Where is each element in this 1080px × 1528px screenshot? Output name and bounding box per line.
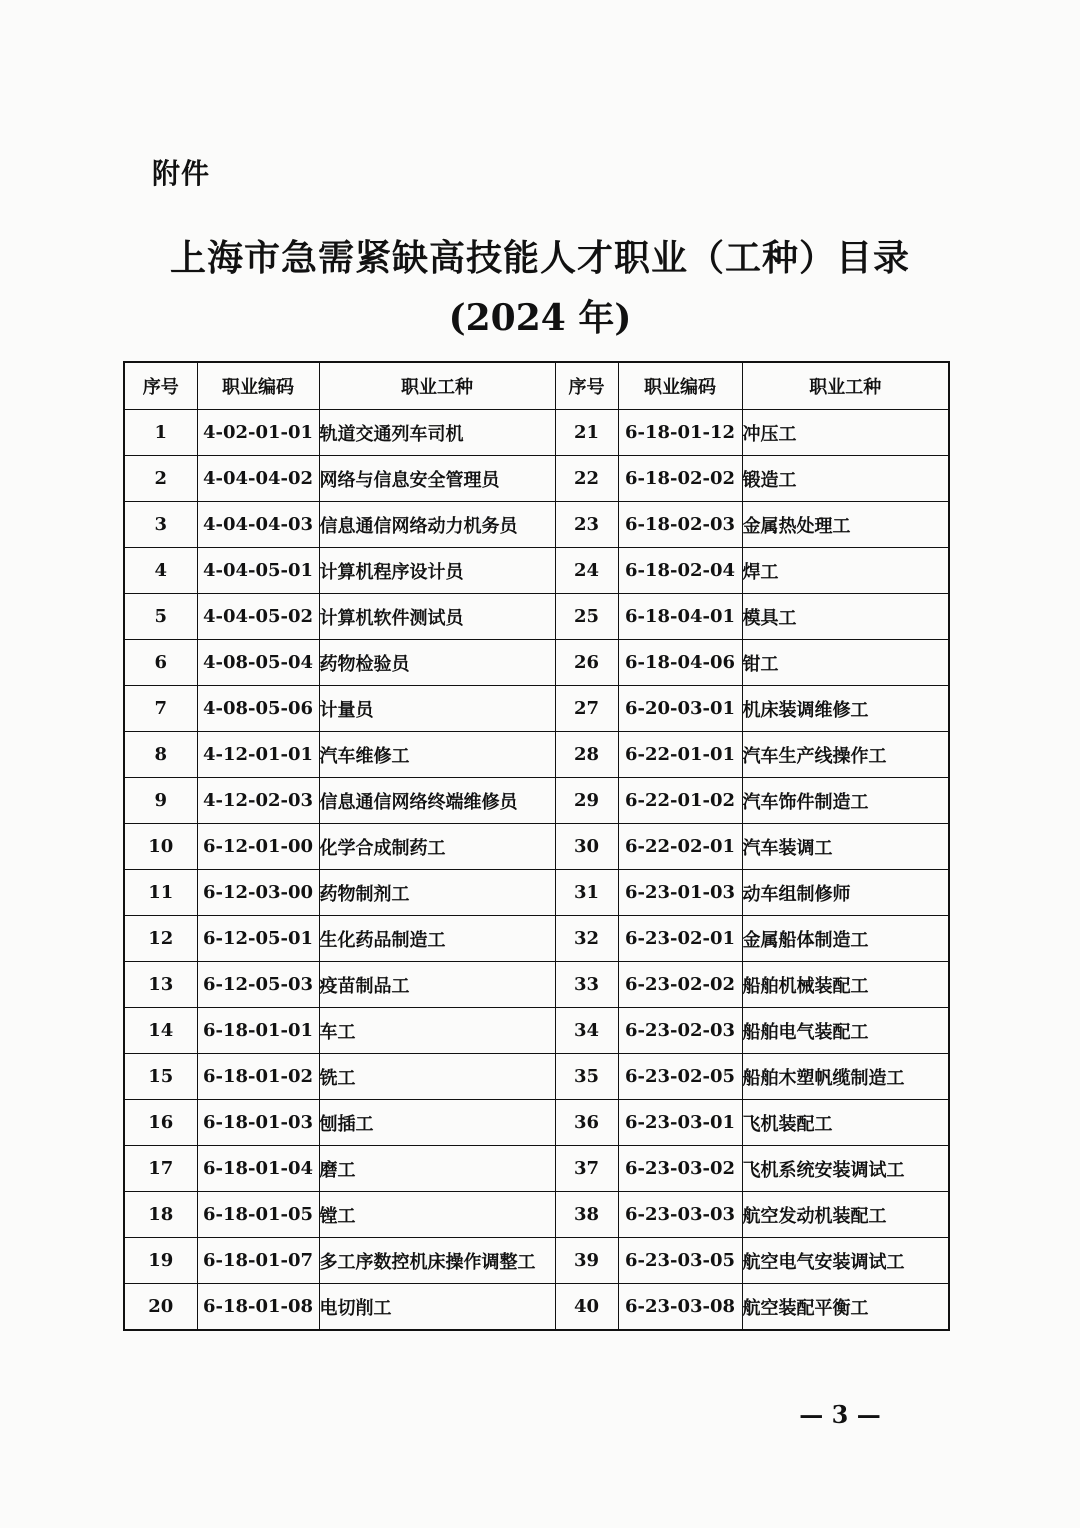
occupation-name-cell: 化学合成制药工 — [319, 824, 555, 870]
occupation-name-cell: 信息通信网络终端维修员 — [319, 778, 555, 824]
table-row — [124, 778, 949, 824]
serial-number-cell: 15 — [124, 1054, 197, 1100]
table-row — [124, 916, 949, 962]
occupation-code-cell: 6-20-03-01 — [618, 686, 742, 732]
serial-number-cell: 16 — [124, 1100, 197, 1146]
occupation-code-cell: 4-04-04-02 — [197, 456, 319, 502]
serial-number-cell: 18 — [124, 1192, 197, 1238]
table-row — [124, 1192, 949, 1238]
table-row — [124, 640, 949, 686]
header-occupation-left: 职业工种 — [319, 362, 555, 410]
occupation-name-cell: 汽车生产线操作工 — [742, 732, 949, 778]
occupation-code-cell: 6-18-01-01 — [197, 1008, 319, 1054]
serial-number-cell: 21 — [555, 410, 618, 456]
occupation-code-cell: 4-08-05-04 — [197, 640, 319, 686]
occupation-code-cell: 6-23-02-01 — [618, 916, 742, 962]
table-body — [124, 410, 949, 1331]
serial-number-cell: 33 — [555, 962, 618, 1008]
occupation-code-cell: 4-12-02-03 — [197, 778, 319, 824]
occupation-code-cell: 6-23-03-03 — [618, 1192, 742, 1238]
occupation-code-cell: 6-22-02-01 — [618, 824, 742, 870]
occupation-table — [123, 361, 950, 1331]
serial-number-cell: 13 — [124, 962, 197, 1008]
occupation-code-cell: 4-04-04-03 — [197, 502, 319, 548]
table-row — [124, 594, 949, 640]
occupation-name-cell: 冲压工 — [742, 410, 949, 456]
occupation-name-cell: 船舶电气装配工 — [742, 1008, 949, 1054]
serial-number-cell: 30 — [555, 824, 618, 870]
table-header-row — [124, 362, 949, 410]
serial-number-cell: 31 — [555, 870, 618, 916]
occupation-name-cell: 轨道交通列车司机 — [319, 410, 555, 456]
serial-number-cell: 24 — [555, 548, 618, 594]
occupation-name-cell: 金属船体制造工 — [742, 916, 949, 962]
header-occupation-right: 职业工种 — [742, 362, 949, 410]
serial-number-cell: 37 — [555, 1146, 618, 1192]
occupation-code-cell: 6-23-02-02 — [618, 962, 742, 1008]
table-row — [124, 548, 949, 594]
serial-number-cell: 7 — [124, 686, 197, 732]
occupation-name-cell: 计算机程序设计员 — [319, 548, 555, 594]
table-row — [124, 1100, 949, 1146]
serial-number-cell: 38 — [555, 1192, 618, 1238]
serial-number-cell: 25 — [555, 594, 618, 640]
occupation-name-cell: 船舶机械装配工 — [742, 962, 949, 1008]
occupation-name-cell: 药物检验员 — [319, 640, 555, 686]
serial-number-cell: 4 — [124, 548, 197, 594]
serial-number-cell: 35 — [555, 1054, 618, 1100]
serial-number-cell: 36 — [555, 1100, 618, 1146]
occupation-name-cell: 信息通信网络动力机务员 — [319, 502, 555, 548]
occupation-code-cell: 6-22-01-01 — [618, 732, 742, 778]
serial-number-cell: 34 — [555, 1008, 618, 1054]
table-row — [124, 410, 949, 456]
serial-number-cell: 1 — [124, 410, 197, 456]
table-row — [124, 962, 949, 1008]
table-row — [124, 824, 949, 870]
occupation-name-cell: 钳工 — [742, 640, 949, 686]
occupation-code-cell: 4-02-01-01 — [197, 410, 319, 456]
table-row — [124, 1054, 949, 1100]
page-number: — 3 — — [799, 1400, 881, 1429]
header-serial-right: 序号 — [555, 362, 618, 410]
occupation-name-cell: 汽车维修工 — [319, 732, 555, 778]
serial-number-cell: 10 — [124, 824, 197, 870]
serial-number-cell: 5 — [124, 594, 197, 640]
occupation-code-cell: 6-12-05-01 — [197, 916, 319, 962]
occupation-code-cell: 6-23-03-05 — [618, 1238, 742, 1284]
table-row — [124, 1008, 949, 1054]
serial-number-cell: 23 — [555, 502, 618, 548]
serial-number-cell: 14 — [124, 1008, 197, 1054]
serial-number-cell: 8 — [124, 732, 197, 778]
serial-number-cell: 19 — [124, 1238, 197, 1284]
table-row — [124, 1238, 949, 1284]
occupation-name-cell: 车工 — [319, 1008, 555, 1054]
occupation-code-cell: 6-18-04-06 — [618, 640, 742, 686]
occupation-name-cell: 航空电气安装调试工 — [742, 1238, 949, 1284]
serial-number-cell: 20 — [124, 1284, 197, 1331]
occupation-name-cell: 航空发动机装配工 — [742, 1192, 949, 1238]
occupation-name-cell: 疫苗制品工 — [319, 962, 555, 1008]
serial-number-cell: 11 — [124, 870, 197, 916]
occupation-code-cell: 4-08-05-06 — [197, 686, 319, 732]
occupation-code-cell: 6-18-01-03 — [197, 1100, 319, 1146]
occupation-name-cell: 镗工 — [319, 1192, 555, 1238]
occupation-name-cell: 计量员 — [319, 686, 555, 732]
occupation-name-cell: 锻造工 — [742, 456, 949, 502]
occupation-code-cell: 6-18-01-07 — [197, 1238, 319, 1284]
occupation-code-cell: 6-18-01-12 — [618, 410, 742, 456]
occupation-name-cell: 铣工 — [319, 1054, 555, 1100]
occupation-code-cell: 6-18-02-03 — [618, 502, 742, 548]
occupation-name-cell: 机床装调维修工 — [742, 686, 949, 732]
occupation-code-cell: 6-18-02-04 — [618, 548, 742, 594]
occupation-name-cell: 飞机装配工 — [742, 1100, 949, 1146]
occupation-name-cell: 飞机系统安装调试工 — [742, 1146, 949, 1192]
serial-number-cell: 32 — [555, 916, 618, 962]
occupation-code-cell: 6-23-03-01 — [618, 1100, 742, 1146]
occupation-name-cell: 航空装配平衡工 — [742, 1284, 949, 1331]
occupation-name-cell: 汽车饰件制造工 — [742, 778, 949, 824]
occupation-name-cell: 金属热处理工 — [742, 502, 949, 548]
occupation-code-cell: 6-23-02-05 — [618, 1054, 742, 1100]
serial-number-cell: 26 — [555, 640, 618, 686]
document-title: 上海市急需紧缺高技能人才职业（工种）目录 — [169, 238, 910, 279]
attachment-label: 附件 — [152, 157, 211, 190]
serial-number-cell: 3 — [124, 502, 197, 548]
occupation-code-cell: 6-18-04-01 — [618, 594, 742, 640]
occupation-name-cell: 计算机软件测试员 — [319, 594, 555, 640]
occupation-code-cell: 4-04-05-01 — [197, 548, 319, 594]
serial-number-cell: 22 — [555, 456, 618, 502]
table-row — [124, 732, 949, 778]
occupation-name-cell: 药物制剂工 — [319, 870, 555, 916]
occupation-code-cell: 6-23-03-02 — [618, 1146, 742, 1192]
occupation-name-cell: 电切削工 — [319, 1284, 555, 1331]
serial-number-cell: 39 — [555, 1238, 618, 1284]
serial-number-cell: 29 — [555, 778, 618, 824]
document-subtitle: (2024 年) — [448, 297, 632, 339]
occupation-name-cell: 船舶木塑帆缆制造工 — [742, 1054, 949, 1100]
occupation-name-cell: 生化药品制造工 — [319, 916, 555, 962]
occupation-code-cell: 6-23-03-08 — [618, 1284, 742, 1331]
occupation-code-cell: 6-18-01-08 — [197, 1284, 319, 1331]
occupation-code-cell: 6-23-01-03 — [618, 870, 742, 916]
occupation-name-cell: 网络与信息安全管理员 — [319, 456, 555, 502]
occupation-code-cell: 6-12-01-00 — [197, 824, 319, 870]
table-row — [124, 1284, 949, 1331]
serial-number-cell: 12 — [124, 916, 197, 962]
occupation-name-cell: 焊工 — [742, 548, 949, 594]
occupation-code-cell: 6-18-01-02 — [197, 1054, 319, 1100]
occupation-name-cell: 磨工 — [319, 1146, 555, 1192]
occupation-name-cell: 汽车装调工 — [742, 824, 949, 870]
occupation-name-cell: 模具工 — [742, 594, 949, 640]
serial-number-cell: 28 — [555, 732, 618, 778]
table-row — [124, 870, 949, 916]
occupation-name-cell: 动车组制修师 — [742, 870, 949, 916]
serial-number-cell: 2 — [124, 456, 197, 502]
occupation-code-cell: 4-04-05-02 — [197, 594, 319, 640]
occupation-code-cell: 6-12-05-03 — [197, 962, 319, 1008]
serial-number-cell: 40 — [555, 1284, 618, 1331]
occupation-code-cell: 6-18-01-04 — [197, 1146, 319, 1192]
occupation-code-cell: 6-18-01-05 — [197, 1192, 319, 1238]
serial-number-cell: 27 — [555, 686, 618, 732]
header-code-right: 职业编码 — [618, 362, 742, 410]
occupation-code-cell: 6-18-02-02 — [618, 456, 742, 502]
table-row — [124, 456, 949, 502]
table-row — [124, 502, 949, 548]
occupation-code-cell: 6-12-03-00 — [197, 870, 319, 916]
occupation-code-cell: 4-12-01-01 — [197, 732, 319, 778]
occupation-name-cell: 刨插工 — [319, 1100, 555, 1146]
table-row — [124, 1146, 949, 1192]
occupation-name-cell: 多工序数控机床操作调整工 — [319, 1238, 555, 1284]
occupation-code-cell: 6-23-02-03 — [618, 1008, 742, 1054]
header-serial-left: 序号 — [124, 362, 197, 410]
serial-number-cell: 9 — [124, 778, 197, 824]
serial-number-cell: 6 — [124, 640, 197, 686]
table-row — [124, 686, 949, 732]
header-code-left: 职业编码 — [197, 362, 319, 410]
occupation-code-cell: 6-22-01-02 — [618, 778, 742, 824]
serial-number-cell: 17 — [124, 1146, 197, 1192]
